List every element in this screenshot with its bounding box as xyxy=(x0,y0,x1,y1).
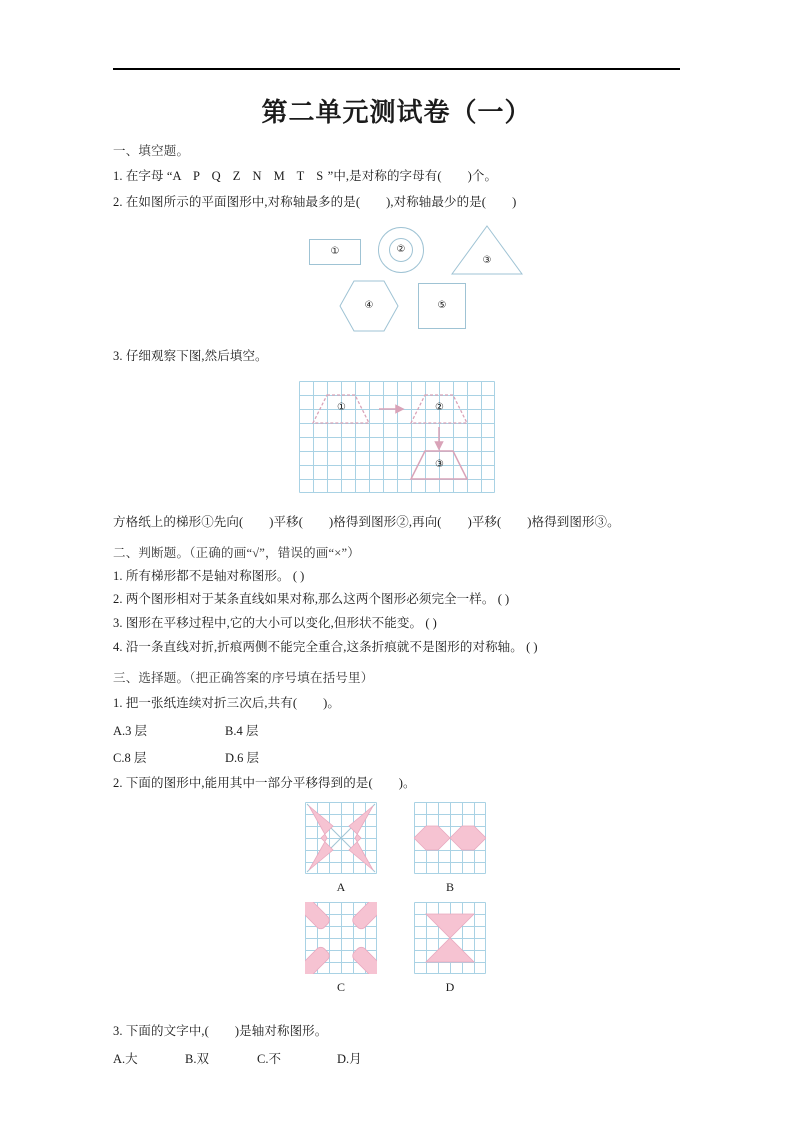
option-figure-a[interactable] xyxy=(305,802,377,895)
grid-svg xyxy=(299,381,495,493)
answer-bracket[interactable]: ( ) xyxy=(526,640,538,655)
shape-label: ④ xyxy=(364,300,374,312)
section-heading-multiple-choice: 三、选择题。（把正确答案的序号填在括号里） xyxy=(113,671,374,685)
translation-grid-figure xyxy=(113,377,680,505)
question-1-2 xyxy=(113,194,680,211)
option-key: D. xyxy=(225,750,238,765)
options-row-3 xyxy=(113,1049,680,1067)
quote-close: ” xyxy=(327,169,334,183)
question-number: 2. xyxy=(113,194,123,209)
question-text-prefix: 在字母 xyxy=(125,169,164,183)
figure-caption: B xyxy=(445,879,454,894)
option-figure-c[interactable] xyxy=(305,902,377,995)
option-figure-b[interactable] xyxy=(414,802,486,895)
option-label: 4 层 xyxy=(236,723,259,738)
question-1-3 xyxy=(113,348,680,365)
question-text-suffix: )个。 xyxy=(467,169,498,183)
sentence-part-b: )平移( xyxy=(269,514,303,529)
question-text: 图形在平移过程中,它的大小可以变化,但形状不能变。 xyxy=(125,616,423,631)
shape-label: ③ xyxy=(482,254,492,266)
options-row-2 xyxy=(113,748,680,766)
option-a[interactable] xyxy=(113,721,225,739)
question-text-middle: 中,是对称的字母有( xyxy=(333,169,442,183)
question-number: 2. xyxy=(113,775,123,790)
option-label: 3 层 xyxy=(125,723,148,738)
option-label: 6 层 xyxy=(237,750,260,765)
shape-label: ⑤ xyxy=(437,300,447,312)
shape-label: ① xyxy=(330,246,340,258)
question-text-b: )。 xyxy=(323,696,340,710)
question-text: 两个图形相对于某条直线如果对称,那么这两个图形必须完全一样。 xyxy=(125,592,495,607)
question-text-a: 在如图所示的平面图形中,对称轴最多的是( xyxy=(125,194,361,209)
options-row-1 xyxy=(113,721,680,739)
shape-triangle xyxy=(450,224,524,276)
hourglass-figure xyxy=(414,902,486,974)
question-text-b: )是轴对称图形。 xyxy=(234,1023,328,1038)
answer-bracket[interactable]: ( ) xyxy=(425,616,437,631)
question-2-2 xyxy=(113,591,680,608)
question-number: 1. xyxy=(113,169,123,183)
answer-bracket[interactable]: ( ) xyxy=(497,592,510,607)
sentence-part-c: )格得到图形②,再向( xyxy=(329,514,442,529)
option-b[interactable] xyxy=(185,1049,257,1067)
shape-circle xyxy=(378,227,424,273)
option-label: 大 xyxy=(125,1051,138,1066)
question-text-a: 把一张纸连续对折三次后,共有( xyxy=(125,696,298,710)
option-c[interactable] xyxy=(113,748,225,766)
quote-open: “ xyxy=(166,169,173,183)
option-key: B. xyxy=(185,1051,197,1066)
figure-caption: C xyxy=(336,979,345,994)
page-title: 第二单元测试卷（一） xyxy=(261,98,532,128)
shape-label: ② xyxy=(396,244,406,256)
question-number: 1. xyxy=(113,568,123,583)
option-key: B. xyxy=(225,723,237,738)
option-d[interactable] xyxy=(337,1049,409,1067)
x-bars-figure xyxy=(305,902,377,974)
grid-shape-label-2: ② xyxy=(435,401,444,413)
sentence-part-d: )平移( xyxy=(467,514,502,529)
sentence-part-a: 方格纸上的梯形①先向( xyxy=(113,514,244,529)
grid-shape-label-1: ① xyxy=(337,401,346,413)
question-text-a: 下面的图形中,能用其中一部分平移得到的是( xyxy=(125,775,373,790)
shape-hexagon xyxy=(338,279,400,333)
plane-shapes-figure xyxy=(113,221,680,339)
question-3-1 xyxy=(113,695,680,712)
figure-caption: D xyxy=(445,979,455,994)
option-key: A. xyxy=(113,723,126,738)
zigzag-pair-figure xyxy=(305,802,377,874)
question-1-1 xyxy=(113,168,680,185)
question-text-c: ) xyxy=(512,194,517,209)
grid-board xyxy=(299,381,495,493)
option-key: C. xyxy=(257,1051,269,1066)
option-a[interactable] xyxy=(113,1049,185,1067)
question-number: 4. xyxy=(113,640,123,655)
question-number: 1. xyxy=(113,696,123,710)
question-number: 2. xyxy=(113,592,123,607)
question-3-2 xyxy=(113,775,680,792)
question-number: 3. xyxy=(113,616,123,631)
hexagon-pair-figure xyxy=(414,802,486,874)
option-key: D. xyxy=(337,1051,350,1066)
question-2-1 xyxy=(113,568,680,585)
question-text: 所有梯形都不是轴对称图形。 xyxy=(125,568,290,583)
question-number: 3. xyxy=(113,348,123,363)
figure-caption: A xyxy=(336,879,346,894)
question-text-b: )。 xyxy=(398,775,416,790)
question-2-4 xyxy=(113,639,680,656)
option-label: 双 xyxy=(196,1051,209,1066)
option-figure-d[interactable] xyxy=(414,902,486,995)
translation-sentence xyxy=(113,514,680,531)
option-c[interactable] xyxy=(257,1049,337,1067)
section-heading-true-false: 二、判断题。（正确的画“√”，错误的画“×”） xyxy=(113,545,360,560)
header-rule xyxy=(113,68,680,70)
option-label: 8 层 xyxy=(124,750,147,765)
question-text: 沿一条直线对折,折痕两侧不能完全重合,这条折痕就不是图形的对称轴。 xyxy=(125,640,523,655)
question-2-3 xyxy=(113,615,680,632)
option-d[interactable] xyxy=(225,748,337,766)
answer-bracket[interactable]: ( ) xyxy=(292,568,305,583)
option-key: C. xyxy=(113,750,125,765)
option-key: A. xyxy=(113,1051,126,1066)
letter-sequence: A P Q Z N M T S xyxy=(172,169,328,183)
question-number: 3. xyxy=(113,1023,123,1038)
shape-rectangle xyxy=(309,239,361,265)
question-3-3 xyxy=(113,1023,680,1040)
section-heading-fill-in-blank: 一、填空题。 xyxy=(113,144,190,158)
grid-shape-label-3: ③ xyxy=(435,458,444,470)
option-label: 不 xyxy=(268,1051,281,1066)
question-text-b: ),对称轴最少的是( xyxy=(386,194,487,209)
question-text: 仔细观察下图,然后填空。 xyxy=(125,348,268,363)
question-text-a: 下面的文字中,( xyxy=(125,1023,209,1038)
sentence-part-e: )格得到图形③。 xyxy=(527,514,620,529)
shape-square xyxy=(418,283,466,329)
option-label: 月 xyxy=(349,1051,362,1066)
option-b[interactable] xyxy=(225,721,337,739)
option-figures xyxy=(113,802,680,1014)
